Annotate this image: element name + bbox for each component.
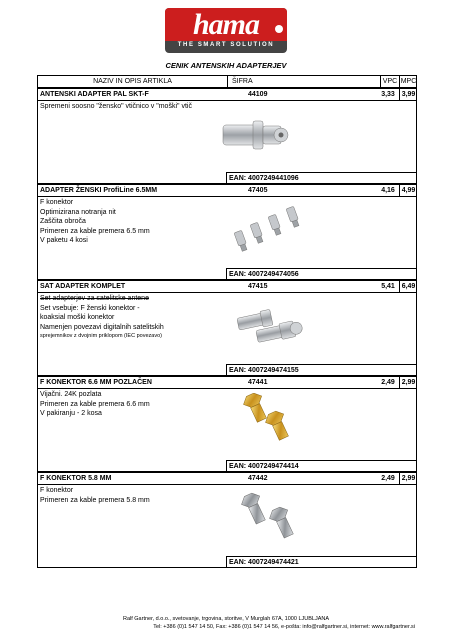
description-line: Primeren za kable premera 6.6 mm [40, 400, 150, 408]
description-line: F konektor [40, 199, 74, 206]
product-mpc: 3,99 [399, 89, 417, 100]
product-vpc: 5,41 [381, 283, 395, 290]
product-mpc: 2,99 [399, 473, 417, 484]
product-name: F KONEKTOR 5.8 MM [40, 475, 112, 482]
product-name: F KONEKTOR 6.6 MM POZLAČEN [40, 379, 152, 386]
description-line: Vijačni. 24K pozlata [40, 391, 102, 398]
header-vpc: VPC [380, 76, 399, 87]
document-title: CENIK ANTENSKIH ADAPTERJEV [165, 61, 287, 70]
single-f-adapter-silver-image [213, 109, 293, 159]
description-line: V paketu 4 kosi [40, 237, 88, 244]
product-ean: EAN: 4007249474155 [226, 364, 416, 375]
description-line: Optimizirana notranja nit [40, 208, 116, 216]
logo-wordmark: hama [192, 8, 260, 41]
product-name: ANTENSKI ADAPTER PAL SKT-F [40, 91, 149, 98]
description-line: Primeren za kable premera 5.8 mm [40, 496, 150, 504]
product-vpc: 4,16 [381, 187, 395, 194]
description-line: Set vsebuje: F ženski konektor - [40, 304, 140, 312]
header-mpc: MPC [400, 78, 417, 85]
product-header [38, 473, 416, 485]
description-line: koaksial moški konektor [40, 314, 115, 321]
product-code: 44109 [248, 91, 268, 98]
header-name: NAZIV IN OPIS ARTIKLA [38, 76, 228, 87]
product-block [37, 376, 417, 472]
two-sat-adapters-silver-image [233, 303, 313, 348]
product-code: 47415 [248, 283, 268, 290]
product-ean: EAN: 4007249474421 [226, 556, 416, 567]
description-line: Set adapterjev za satelitske antene [40, 295, 149, 302]
product-ean: EAN: 4007249474414 [226, 460, 416, 471]
logo-tagline: THE SMART SOLUTION [177, 42, 275, 48]
product-ean: EAN: 4007249441096 [226, 172, 416, 183]
product-mpc: 2,99 [399, 377, 417, 388]
description-line: sprejemnikov z dvojnim priklopom (IEC povezavo) [40, 333, 162, 339]
product-description [40, 198, 210, 246]
footer-contact: Tel: +386 (0)1 547 14 50, Fax: +386 (0)1 547 14 56, e-pošta: info@ralfgartner.si, internet: www.ralfgartner.si [153, 624, 415, 630]
product-code: 47405 [248, 187, 268, 194]
product-block [37, 184, 417, 280]
description-line: Zaščita obroča [40, 218, 86, 225]
two-f-connectors-silver-image [233, 491, 308, 549]
product-description [40, 390, 210, 419]
product-header [38, 185, 416, 197]
product-block [37, 88, 417, 184]
product-block [37, 280, 417, 376]
footer [37, 615, 415, 631]
four-f-connectors-silver-image [228, 203, 308, 258]
product-vpc: 2,49 [381, 475, 395, 482]
product-code: 47441 [248, 379, 268, 386]
header-code: ŠIFRA [232, 78, 253, 85]
product-ean: EAN: 4007249474056 [226, 268, 416, 279]
footer-address: Ralf Gartner, d.o.o., svetovanje, trgovina, storitve, V Murglah 67A, 1000 LJUBLJANA [122, 616, 330, 622]
product-name: ADAPTER ŽENSKI ProfiLine 6.5MM [40, 187, 158, 194]
product-header [38, 89, 416, 101]
table-header [37, 75, 417, 88]
product-header [38, 281, 416, 293]
product-header [38, 377, 416, 389]
product-description [40, 294, 210, 342]
hama-logo [165, 8, 287, 53]
product-description [40, 102, 210, 112]
product-vpc: 3,33 [381, 91, 395, 98]
description-line: V pakiranju - 2 kosa [40, 410, 102, 417]
description-line: F konektor [40, 487, 74, 494]
description-line: Namenjen povezavi digitalnih satelitskih [40, 323, 164, 331]
product-vpc: 2,49 [381, 379, 395, 386]
product-mpc: 6,49 [399, 281, 417, 292]
product-code: 47442 [248, 475, 268, 482]
product-mpc: 4,99 [399, 185, 417, 196]
product-name: SAT ADAPTER KOMPLET [40, 283, 126, 290]
product-block [37, 472, 417, 568]
description-line: Primeren za kable premera 6.5 mm [40, 227, 150, 235]
product-description [40, 486, 210, 505]
description-line: Spremeni soosno "žensko" vtičnico v "moški" vtič [40, 103, 192, 110]
two-f-connectors-gold-image [233, 393, 303, 453]
registered-mark-icon [275, 25, 283, 33]
